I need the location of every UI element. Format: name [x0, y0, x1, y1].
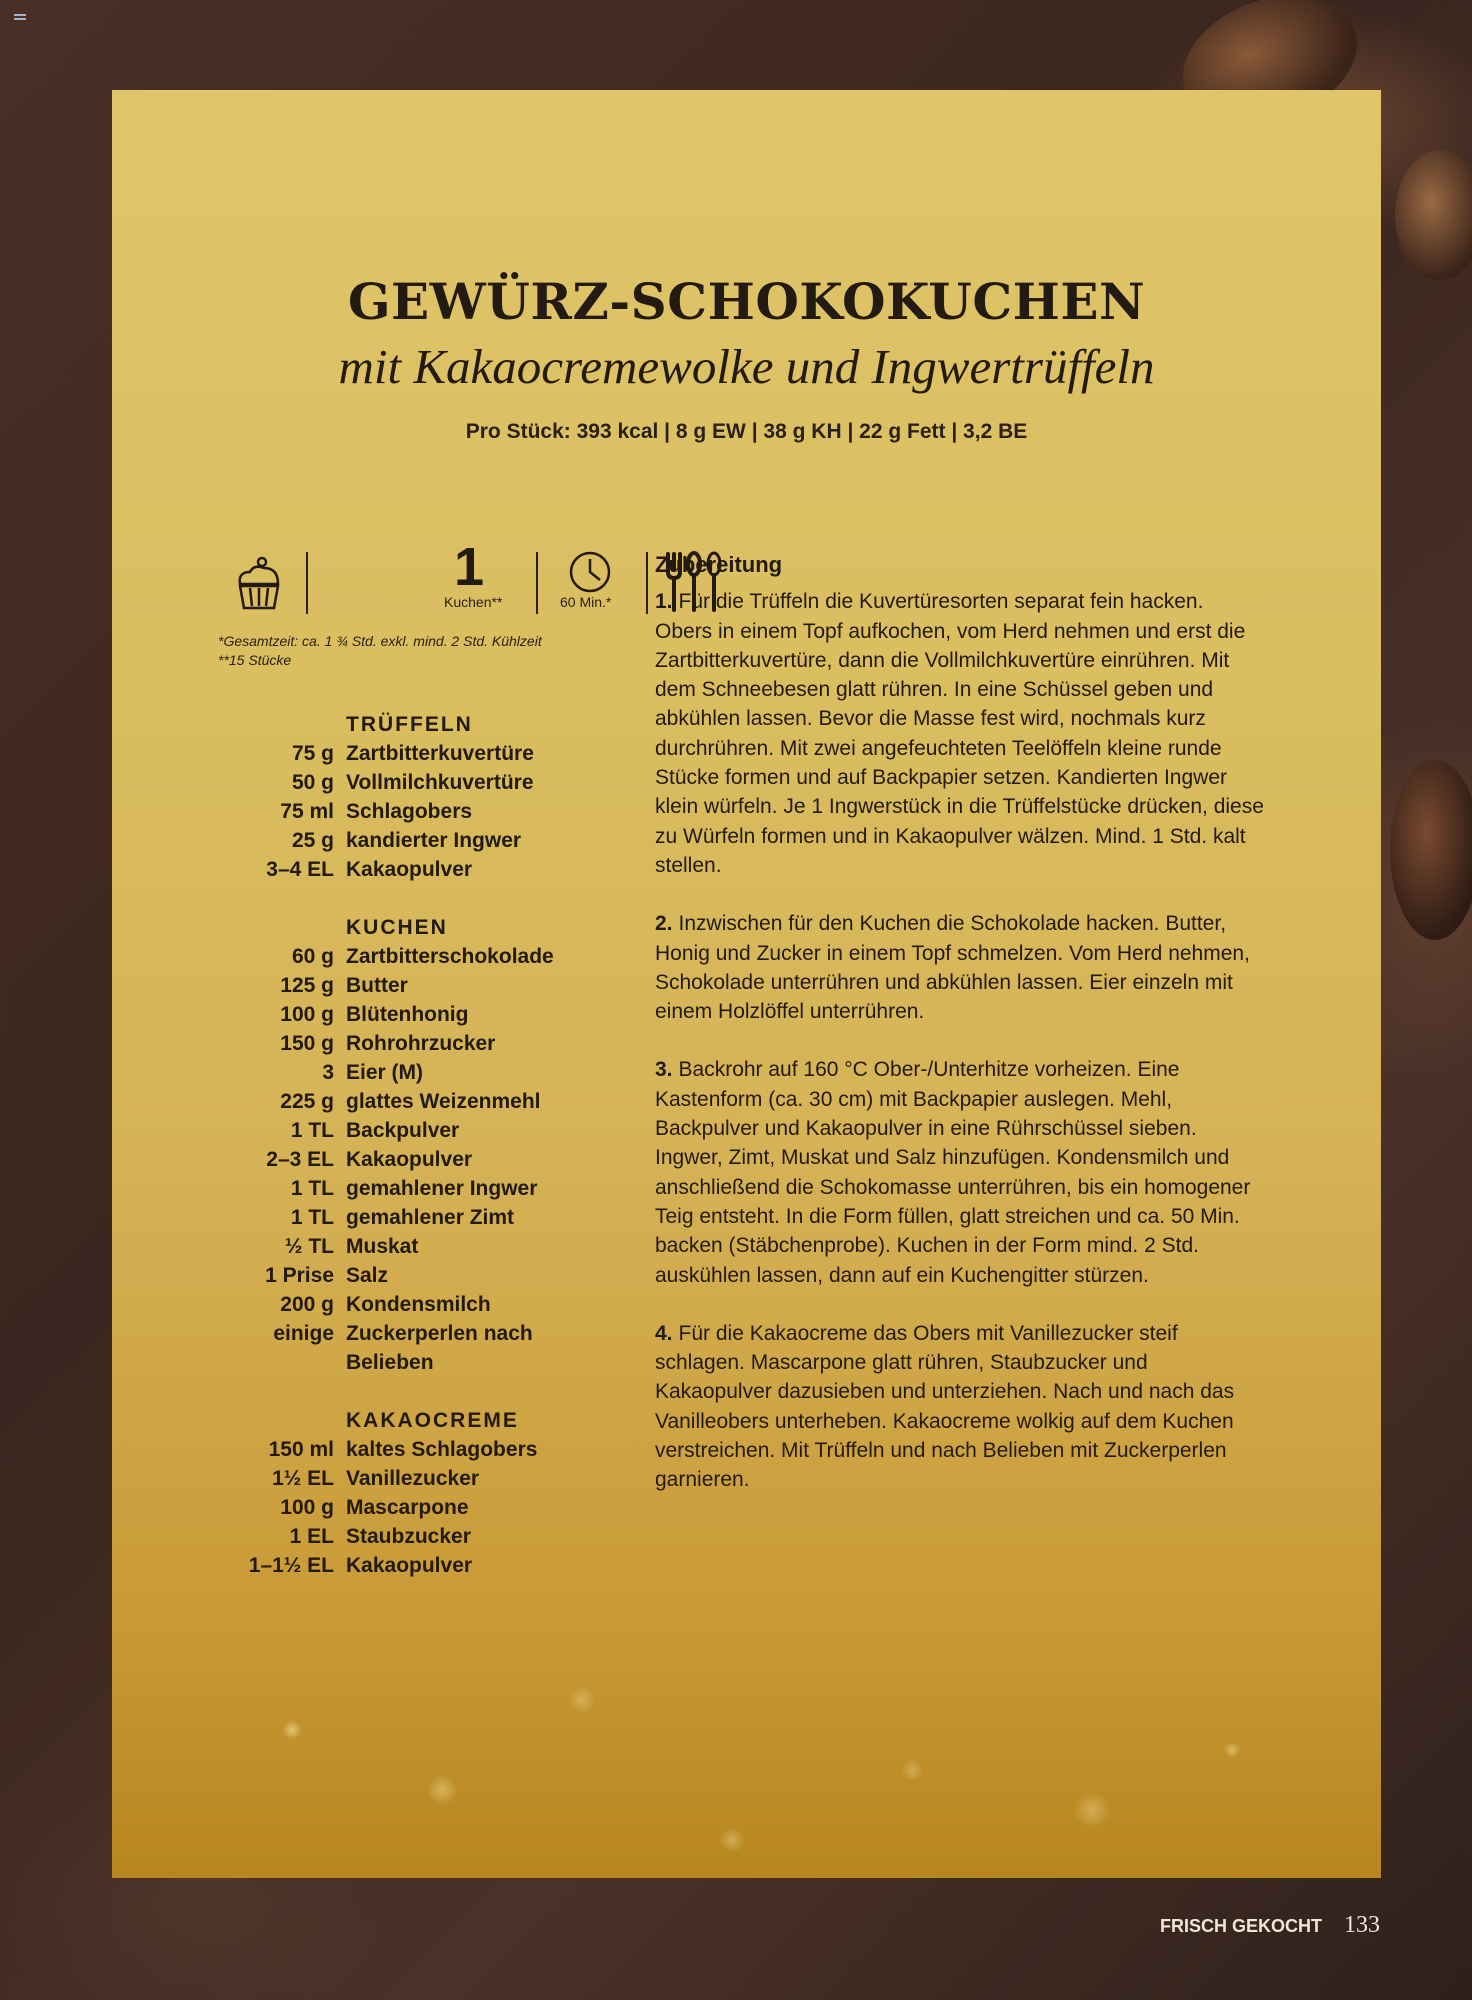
ingredient-quantity: 100 g	[280, 1003, 334, 1026]
ingredient-row	[200, 1145, 560, 1174]
step-number: 1.	[655, 590, 673, 614]
cupcake-icon	[232, 556, 286, 612]
recipe-subtitle: mit Kakaocremewolke und Ingwertrüffeln	[338, 339, 1155, 394]
recipe-card	[112, 90, 1381, 1878]
step-number: 2.	[655, 912, 673, 936]
ingredient-row	[200, 1203, 560, 1232]
step-text: Für die Kakaocreme das Obers mit Vanillezucker steif schlagen. Mascarpone glatt rühren, Staubzucker und Kakaopulver dazusieben und unterziehen. Nach und nach das Vanilleobers unterheben. Kakaocreme wolkig auf dem Kuchen verstreichen. Mit Trüffeln und nach Belieben mit Zuckerperlen garnieren.	[655, 1321, 1235, 1492]
ingredient-name: Muskat	[346, 1235, 419, 1258]
preparation-heading: Zubereitung	[655, 552, 783, 577]
ingredient-quantity: 1½ EL	[272, 1467, 334, 1490]
ingredient-row	[200, 1493, 560, 1522]
preparation	[655, 550, 1265, 1524]
ingredient-name: Zartbitterschokolade	[346, 945, 554, 968]
ingredient-quantity: 1 TL	[290, 1177, 334, 1200]
ingredient-quantity: 2–3 EL	[266, 1148, 334, 1171]
ingredient-name: Vanillezucker	[346, 1467, 480, 1490]
ingredient-name: Blütenhonig	[346, 1003, 469, 1026]
step-text: Für die Trüffeln die Kuvertüresorten separat fein hacken. Obers in einem Topf aufkochen, vom Herd nehmen und erst die Zartbitterkuvertüre, dann die Vollmilchkuvertüre einrühren. Mit dem Schneebesen glatt rühren. In eine Schüssel geben und abkühlen lassen. Bevor die Masse fest wird, nochmals kurz durchrühren. Mit zwei angefeuchteten Teelöffeln kleine runde Stücke formen und auf Backpapier setzen. Kandierten Ingwer klein würfeln. Je 1 Ingwerstück in die Trüffelstücke drücken, diese zu Würfeln formen und in Kakaopulver wälzen. Mind. 1 Std. kalt stellen.	[655, 590, 1264, 877]
ingredient-list	[200, 710, 560, 1580]
ingredient-row	[200, 768, 560, 797]
ingredient-quantity: 1 TL	[290, 1206, 334, 1229]
ingredient-quantity	[200, 1348, 346, 1377]
note-pieces: **15 Stücke	[218, 652, 292, 668]
ingredient-row	[200, 1551, 560, 1580]
ingredient-row	[200, 1029, 560, 1058]
ingredient-row	[200, 1464, 560, 1493]
ingredient-name: Staubzucker	[346, 1525, 471, 1548]
ingredient-row	[200, 1261, 560, 1290]
ingredient-name: Zartbitterkuvertüre	[346, 742, 534, 765]
section-spacer	[200, 884, 560, 913]
ingredient-name: Butter	[346, 974, 408, 997]
ingredient-row	[200, 1087, 560, 1116]
ingredient-quantity: 1 EL	[289, 1525, 334, 1548]
ingredient-quantity: einige	[273, 1322, 334, 1345]
ingredient-row	[200, 1290, 560, 1319]
ingredient-row	[200, 1058, 560, 1087]
ingredient-row	[200, 1000, 560, 1029]
step-text: Backrohr auf 160 °C Ober-/Unterhitze vorheizen. Eine Kastenform (ca. 30 cm) mit Backpapier auslegen. Mehl, Backpulver und Kakaopulver in eine Rührschüssel sieben. Ingwer, Zimt, Muskat und Salz hinzufügen. Kondensmilch und anschließend die Schokomasse unterrühren, bis ein homogener Teig entsteht. In die Form füllen, glatt streichen und ca. 50 Min. backen (Stäbchenprobe). Kuchen in der Form mind. 2 Std. auskühlen lassen, dann auf ein Kuchengitter stürzen.	[655, 1058, 1251, 1287]
ingredient-quantity: 75 g	[291, 742, 334, 765]
ingredient-name: kaltes Schlagobers	[346, 1438, 538, 1461]
serving-label: Kuchen**	[444, 594, 503, 610]
ingredient-row	[200, 855, 560, 884]
ingredient-quantity: 1–1½ EL	[248, 1554, 334, 1577]
ingredient-section-heading: KUCHEN	[346, 916, 448, 939]
ingredient-row	[200, 1319, 560, 1348]
ingredient-name: Kakaopulver	[346, 1554, 473, 1577]
ingredient-quantity: 200 g	[280, 1293, 334, 1316]
step-number: 4.	[655, 1321, 673, 1345]
ingredient-row	[200, 797, 560, 826]
ingredient-row	[200, 826, 560, 855]
ingredient-name: Rohrohrzucker	[346, 1032, 496, 1055]
ingredient-section-heading: KAKAOCREME	[346, 1409, 519, 1432]
ingredient-quantity: 150 ml	[268, 1438, 334, 1461]
ingredient-quantity: 1 Prise	[265, 1264, 334, 1287]
preparation-step	[655, 587, 1265, 880]
ingredient-quantity: 100 g	[280, 1496, 334, 1519]
nutrition-info: Pro Stück: 393 kcal | 8 g EW | 38 g KH | 22 g Fett | 3,2 BE	[465, 420, 1028, 443]
step-number: 3.	[655, 1058, 673, 1082]
ingredient-row	[200, 1232, 560, 1261]
ingredient-row	[200, 1435, 560, 1464]
ingredient-quantity: ½ TL	[284, 1235, 334, 1258]
ingredient-quantity: 50 g	[291, 771, 334, 794]
ingredient-name: Kakaopulver	[346, 1148, 473, 1171]
ingredient-name: Kakaopulver	[346, 858, 473, 881]
recipe-meta	[232, 537, 622, 620]
ingredient-quantity: 3	[322, 1061, 334, 1084]
ingredient-quantity: 225 g	[280, 1090, 334, 1113]
ingredient-name: Backpulver	[346, 1119, 460, 1142]
preparation-step	[655, 1055, 1265, 1289]
ingredient-quantity: 150 g	[280, 1032, 334, 1055]
ingredient-name: Zuckerperlen nach	[346, 1322, 533, 1345]
ingredient-row	[200, 1348, 560, 1377]
ingredient-name: gemahlener Ingwer	[346, 1177, 538, 1200]
ingredient-row	[200, 1522, 560, 1551]
page-number: 133	[1344, 1912, 1380, 1938]
step-text: Inzwischen für den Kuchen die Schokolade hacken. Butter, Honig und Zucker in einem Topf schmelzen. Vom Herd nehmen, Schokolade unterrühren und abkühlen lassen. Eier einzeln mit einem Holzlöffel unterrühren.	[655, 912, 1250, 1024]
serving-count: 1	[453, 537, 485, 597]
ingredient-name: Salz	[346, 1264, 389, 1287]
ingredient-name: Mascarpone	[346, 1496, 469, 1519]
note-total-time: *Gesamtzeit: ca. 1 ¾ Std. exkl. mind. 2 Std. Kühlzeit	[218, 633, 542, 649]
ingredient-section-heading: TRÜFFELN	[346, 713, 473, 736]
ingredient-name: Schlagobers	[346, 800, 473, 823]
ingredient-name: Vollmilchkuvertüre	[346, 771, 534, 794]
ingredient-quantity: 75 ml	[280, 800, 334, 823]
ingredient-row	[200, 739, 560, 768]
ingredient-name: gemahlener Zimt	[346, 1206, 515, 1229]
ingredient-quantity: 3–4 EL	[266, 858, 334, 881]
ingredient-name: Kondensmilch	[346, 1293, 491, 1316]
ingredient-quantity: 1 TL	[290, 1119, 334, 1142]
preparation-step	[655, 1319, 1265, 1495]
chocolate-shaving-decoration	[1395, 150, 1472, 280]
recipe-title: GEWÜRZ-SCHOKOKUCHEN	[347, 272, 1146, 331]
preparation-step	[655, 909, 1265, 1026]
ingredient-row	[200, 971, 560, 1000]
footer-section: FRISCH GEKOCHT	[1160, 1916, 1322, 1936]
ingredient-row	[200, 942, 560, 971]
clock-icon	[568, 550, 612, 594]
recipe-notes	[218, 632, 542, 670]
ingredient-quantity: 25 g	[291, 829, 334, 852]
ingredient-quantity: 60 g	[291, 945, 334, 968]
ingredient-row	[200, 1116, 560, 1145]
ingredient-row	[200, 1174, 560, 1203]
menu-icon[interactable]	[14, 14, 26, 22]
ingredient-name: kandierter Ingwer	[346, 829, 522, 852]
ingredient-quantity: 125 g	[280, 974, 334, 997]
ingredient-name: Eier (M)	[346, 1061, 424, 1084]
time-label: 60 Min.*	[560, 594, 612, 610]
section-spacer	[200, 1377, 560, 1406]
ingredient-name: Belieben	[346, 1351, 434, 1374]
ingredient-name: glattes Weizenmehl	[346, 1090, 541, 1113]
chocolate-shaving-decoration	[1390, 760, 1472, 940]
